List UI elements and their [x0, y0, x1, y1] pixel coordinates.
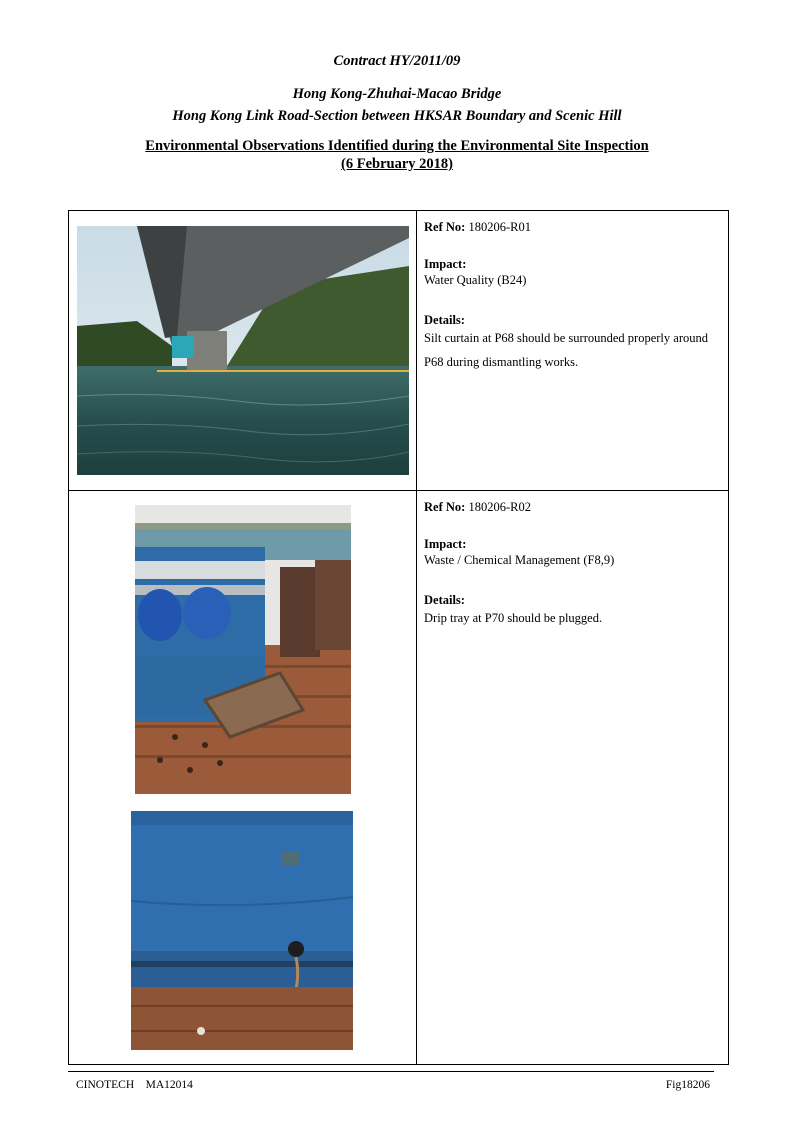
footer-divider [68, 1071, 714, 1072]
details-cell [417, 211, 729, 491]
details-text: Silt curtain at P68 should be surrounded properly around P68 during dismantling works. [424, 331, 708, 369]
blue-tank-drain-photo [131, 811, 353, 1050]
impact-label: Impact: [424, 257, 467, 271]
details-label: Details: [424, 593, 465, 607]
project-section: Hong Kong Link Road-Section between HKSAR Boundary and Scenic Hill [172, 108, 622, 124]
impact-label: Impact: [424, 537, 467, 551]
photo-cell [69, 211, 417, 491]
observation-row [69, 211, 729, 491]
impact-value: Water Quality (B24) [424, 273, 527, 287]
inspection-date: (6 February 2018) [341, 156, 453, 172]
project-name: Hong Kong-Zhuhai-Macao Bridge [292, 86, 502, 102]
document-title: Environmental Observations Identified during the Environmental Site Inspection [145, 138, 649, 154]
ref-label: Ref No: [424, 220, 466, 234]
details-cell [417, 491, 729, 1065]
impact-value: Waste / Chemical Management (F8,9) [424, 553, 615, 567]
drip-tray-deck-photo [135, 505, 351, 794]
ref-label: Ref No: [424, 500, 466, 514]
details-text: Drip tray at P70 should be plugged. [424, 611, 603, 625]
bridge-underside-water-photo [77, 226, 409, 475]
observation-row [69, 491, 729, 1065]
footer-figure-number: Fig18206 [665, 1079, 710, 1091]
details-label: Details: [424, 313, 465, 327]
footer-company: CINOTECH MA12014 [76, 1079, 193, 1091]
contract-number: Contract HY/2011/09 [333, 53, 461, 69]
photo-cell [69, 491, 417, 1065]
ref-number: 180206-R02 [468, 500, 531, 514]
ref-number: 180206-R01 [468, 220, 531, 234]
observations-table [68, 210, 729, 1065]
